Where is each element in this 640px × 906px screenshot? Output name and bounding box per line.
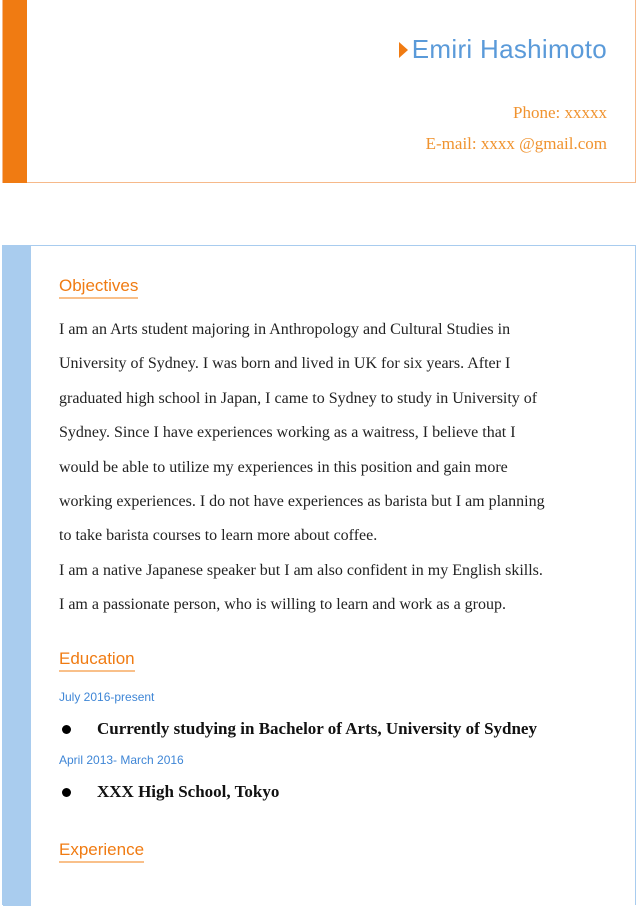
objectives-heading: Objectives xyxy=(59,276,138,299)
objectives-line: I am a passionate person, who is willing to learn and work as a group. xyxy=(59,596,507,614)
bullet-icon xyxy=(62,725,71,734)
body-card xyxy=(2,245,636,905)
objectives-line: graduated high school in Japan, I came to Sydney to study in University of xyxy=(59,389,538,407)
header-card xyxy=(2,0,636,183)
education-item xyxy=(59,782,279,802)
email-line: E-mail: xxxx @gmail.com xyxy=(425,134,607,153)
header-accent-bar xyxy=(3,0,27,183)
name-row xyxy=(399,34,607,65)
objectives-line: working experiences. I do not have experiences as barista but I am planning xyxy=(59,493,545,511)
applicant-name: Emiri Hashimoto xyxy=(411,34,607,64)
triangle-marker-icon xyxy=(399,42,408,58)
education-item-text: Currently studying in Bachelor of Arts, University of Sydney xyxy=(97,719,537,738)
phone-line: Phone: xxxxx xyxy=(513,103,607,122)
objectives-paragraph xyxy=(59,313,619,623)
bullet-icon xyxy=(62,788,71,797)
objectives-line: I am an Arts student majoring in Anthropology and Cultural Studies in xyxy=(59,321,511,338)
experience-heading: Experience xyxy=(59,840,144,863)
education-heading: Education xyxy=(59,649,135,672)
education-date: July 2016-present xyxy=(59,690,155,704)
objectives-line: would be able to utilize my experiences in this position and gain more xyxy=(59,458,508,476)
objectives-line: I am a native Japanese speaker but I am also confident in my English skills. xyxy=(59,561,543,579)
education-item-text: XXX High School, Tokyo xyxy=(97,782,280,801)
objectives-line: Sydney. Since I have experiences working as a waitress, I believe that I xyxy=(59,424,516,442)
education-date: April 2013- March 2016 xyxy=(59,753,184,767)
education-item xyxy=(59,719,537,739)
objectives-line: University of Sydney. I was born and lived in UK for six years. After I xyxy=(59,355,511,373)
objectives-line: to take barista courses to learn more about coffee. xyxy=(59,527,378,545)
body-accent-bar xyxy=(3,246,31,906)
